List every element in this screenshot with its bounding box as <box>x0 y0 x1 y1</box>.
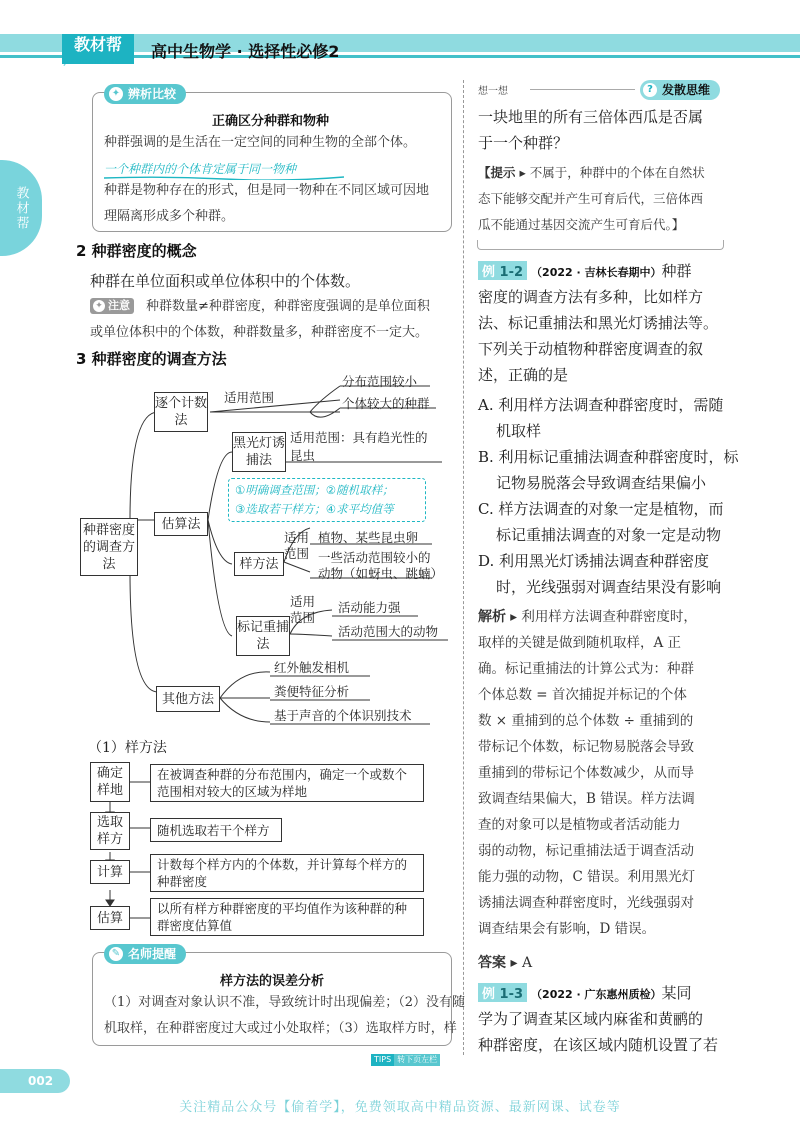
lightbulb-icon: ✦ <box>93 300 105 312</box>
analysis-line-9: 弱的动物，标记重捕法适于调查活动 <box>478 843 694 859</box>
page-number: 002 <box>0 1069 70 1093</box>
answer-line: 答案 ▸ A <box>478 955 533 971</box>
handwritten-steps-line1: ①明确调查范围；②随机取样； <box>235 483 394 497</box>
node-quadrat: 样方法 <box>234 552 284 576</box>
option-b-line1: B. 利用标记重捕法调查种群密度时，标 <box>478 448 739 466</box>
example-number-2: 1-3 <box>499 987 524 1002</box>
other-leaf-2: 粪便特征分析 <box>274 684 350 699</box>
think-rule <box>530 89 635 90</box>
analysis-text-0: 利用样方法调查种群密度时， <box>521 609 697 625</box>
section2-heading: 2 种群密度的概念 <box>76 242 197 260</box>
teacher-line2: 机取样，在种群密度过大或过小处取样；（3）选取样方时，样 <box>104 1021 457 1036</box>
analysis-label: 解析 <box>478 609 506 625</box>
question-line2: 于一个种群？ <box>478 134 569 152</box>
example-stem-1: 密度的调查方法有多种，比如样方 <box>478 288 704 306</box>
answer-label: 答案 <box>478 955 506 971</box>
node-estimate: 估算法 <box>154 512 208 536</box>
node-census: 逐个计数法 <box>154 392 208 432</box>
teacher-pill-label: 名师提醒 <box>128 947 177 961</box>
quadrat-leaf-2b: 动物（如蚜虫、跳蝻） <box>318 566 444 581</box>
brand-logo-subtitle: JIAOCAIBANG <box>64 58 122 66</box>
sub1-heading: （1）样方法 <box>88 740 167 756</box>
example-stem-4: 述，正确的是 <box>478 366 569 384</box>
teacher-icon: ✎ <box>109 947 123 961</box>
analysis-line-11: 诱捕法调查种群密度时，光线强弱对 <box>478 895 694 911</box>
example-1-3-head <box>478 980 692 1006</box>
tips-label: TIPS <box>371 1054 394 1066</box>
light-scope-line2: 昆虫 <box>290 448 316 463</box>
analysis-line-8: 查的对象可以是植物或者活动能力 <box>478 817 681 833</box>
other-leaf-3: 基于声音的个体识别技术 <box>274 708 412 723</box>
option-a-line2: 机取样 <box>496 422 542 440</box>
flow-step-3: 计算 <box>90 860 130 884</box>
hint-line2: 态下能够交配并产生可育后代，三倍体西 <box>478 191 704 206</box>
example-badge <box>478 261 527 280</box>
census-leaf-2: 个体较大的种群 <box>342 396 430 411</box>
note-badge <box>90 298 134 314</box>
example-number: 1-2 <box>499 265 524 280</box>
example-badge-2-label: 例 <box>482 987 496 1002</box>
other-leaf-1: 红外触发相机 <box>274 660 350 675</box>
compare-pill <box>104 84 186 104</box>
handwritten-steps-line2: ③选取若干样方；④求平均值等 <box>235 502 394 516</box>
analysis-line-2: 确。标记重捕法的计算公式为：种群 <box>478 661 694 677</box>
quadrat-leaf-2a: 一些活动范围较小的 <box>318 550 431 565</box>
example2-stem-2: 种群密度，在该区域内随机设置了若 <box>478 1036 719 1054</box>
example-source: （2022 · 吉林长春期中） <box>531 266 662 279</box>
mark-leaf-1: 活动能力强 <box>338 600 401 615</box>
diverge-badge <box>640 80 720 100</box>
compare-title: 正确区分种群和物种 <box>212 114 330 129</box>
census-leaf-1: 分布范围较小 <box>342 374 418 389</box>
mark-scope-label: 适用范围 <box>290 594 316 625</box>
column-divider <box>463 80 464 1055</box>
flow-desc-1: 在被调查种群的分布范围内，确定一个或数个范围相对较大的区域为样地 <box>150 764 424 802</box>
hint-label: 【提示 <box>478 165 516 180</box>
quadrat-scope-label: 适用范围 <box>284 530 310 561</box>
analysis-line-6: 重捕到的带标记个体数减少，从而导 <box>478 765 694 781</box>
compare-line1: 种群强调的是生活在一定空间的同种生物的全部个体。 <box>104 135 417 150</box>
example-badge-2 <box>478 983 527 1002</box>
mark-leaf-2: 活动范围大的动物 <box>338 624 439 639</box>
hint-bracket <box>477 240 724 250</box>
option-d-line2: 时，光线强弱对调查结果没有影响 <box>496 578 722 596</box>
teacher-title: 样方法的误差分析 <box>220 974 325 989</box>
example2-stem-0: 某同 <box>661 984 692 1002</box>
mindmap <box>80 372 450 732</box>
option-b-line2: 记物易脱落会导致调查结果偏小 <box>496 474 707 492</box>
teacher-line1: （1）对调查对象认识不准，导致统计时出现偏差；（2）没有随 <box>104 995 466 1010</box>
handwritten-steps-box <box>228 478 426 522</box>
tips-badge <box>371 1054 440 1066</box>
node-light-trap: 黑光灯诱捕法 <box>232 432 286 472</box>
option-d-line1: D. 利用黑光灯诱捕法调查种群密度 <box>478 552 710 570</box>
think-label: 想一想 <box>478 86 508 97</box>
flow-step-1: 确定样地 <box>90 762 130 802</box>
book-title: 高中生物学 · 选择性必修2 <box>151 42 340 61</box>
flow-desc-3: 计数每个样方内的个体数，并计算每个样方的种群密度 <box>150 854 424 892</box>
census-scope-label: 适用范围 <box>224 390 275 405</box>
answer-value: A <box>521 955 533 971</box>
analysis-line-4: 数 × 重捕到的总个体数 ÷ 重捕到的 <box>478 713 694 729</box>
analysis-line-1: 取样的关键是做到随机取样，A 正 <box>478 635 682 651</box>
footer-watermark: 关注精品公众号【偷着学】，免费领取高中精品资源、最新网课、试卷等 <box>179 1100 621 1115</box>
light-scope-line1: 适用范围：具有趋光性的 <box>290 430 428 445</box>
diverge-label: 发散思维 <box>662 83 711 97</box>
flow-step-2: 选取样方 <box>90 812 130 850</box>
compare-handwritten-note: 一个种群内的个体肯定属于同一物种 <box>104 162 297 176</box>
analysis-line-3: 个体总数 = 首次捕捉并标记的个体 <box>478 687 687 703</box>
question-line1: 一块地里的所有三倍体西瓜是否属 <box>478 108 704 126</box>
flow-desc-2: 随机选取若干个样方 <box>150 818 282 842</box>
analysis-line-12: 调查结果会有影响，D 错误。 <box>478 921 656 937</box>
hint-line3: 瓜不能通过基因交流产生可育后代。】 <box>478 217 685 232</box>
note-line-b: 或单位体积中的个体数，种群数量多，种群密度不一定大。 <box>90 325 429 340</box>
flow-desc-4: 以所有样方种群密度的平均值作为该种群的种群密度估算值 <box>150 898 424 936</box>
section2-text: 种群在单位面积或单位体积中的个体数。 <box>90 272 361 290</box>
example2-stem-1: 学为了调查某区域内麻雀和黄鹂的 <box>478 1010 704 1028</box>
analysis-line-7: 致调查结果偏大，B 错误。样方法调 <box>478 791 695 807</box>
option-a-line1: A. 利用样方法调查种群密度时，需随 <box>478 396 724 414</box>
teacher-pill <box>104 944 186 964</box>
question-icon: ? <box>643 83 657 97</box>
compare-line2a: 种群是物种存在的形式，但是同一物种在不同区域可因地 <box>104 183 430 198</box>
compare-line2b: 理隔离形成多个种群。 <box>104 209 235 224</box>
quadrat-leaf-1: 植物、某些昆虫卵 <box>318 530 419 545</box>
flow-step-4: 估算 <box>90 906 130 930</box>
node-mark-recapture: 标记重捕法 <box>236 616 290 656</box>
mindmap-root: 种群密度的调查方法 <box>80 518 138 576</box>
note-label: 注意 <box>108 299 130 312</box>
side-tab: 教材帮 <box>0 160 42 256</box>
hint-text-1: 不属于，种群中的个体在自然状 <box>529 165 705 180</box>
example-badge-label: 例 <box>482 265 496 280</box>
analysis-line-0: 解析 ▸ 利用样方法调查种群密度时， <box>478 609 697 625</box>
example-stem-0: 种群 <box>661 262 692 280</box>
compare-pill-label: 辨析比较 <box>128 87 177 101</box>
example-source-2: （2022 · 广东惠州质检） <box>531 988 662 1001</box>
example-stem-2: 法、标记重捕法和黑光灯诱捕法等。 <box>478 314 719 332</box>
option-c-line2: 标记重捕法调查的对象一定是动物 <box>496 526 722 544</box>
note-line-a: 种群数量≠种群密度，种群密度强调的是单位面积 <box>146 299 430 314</box>
example-stem-3: 下列关于动植物种群密度调查的叙 <box>478 340 704 358</box>
option-c-line1: C. 样方法调查的对象一定是植物，而 <box>478 500 724 518</box>
node-other: 其他方法 <box>156 686 220 712</box>
section3-heading: 3 种群密度的调查方法 <box>76 350 227 368</box>
example-1-2-head <box>478 258 692 284</box>
brand-logo: 教材帮 <box>62 34 134 64</box>
tips-continue: 转下页左栏 <box>394 1054 440 1066</box>
hint-line1: 【提示 ▸ 不属于，种群中的个体在自然状 <box>478 165 705 180</box>
analysis-line-5: 带标记个体数，标记物易脱落会导致 <box>478 739 694 755</box>
lightbulb-icon: ✦ <box>109 87 123 101</box>
analysis-line-10: 能力强的动物，C 错误。利用黑光灯 <box>478 869 696 885</box>
